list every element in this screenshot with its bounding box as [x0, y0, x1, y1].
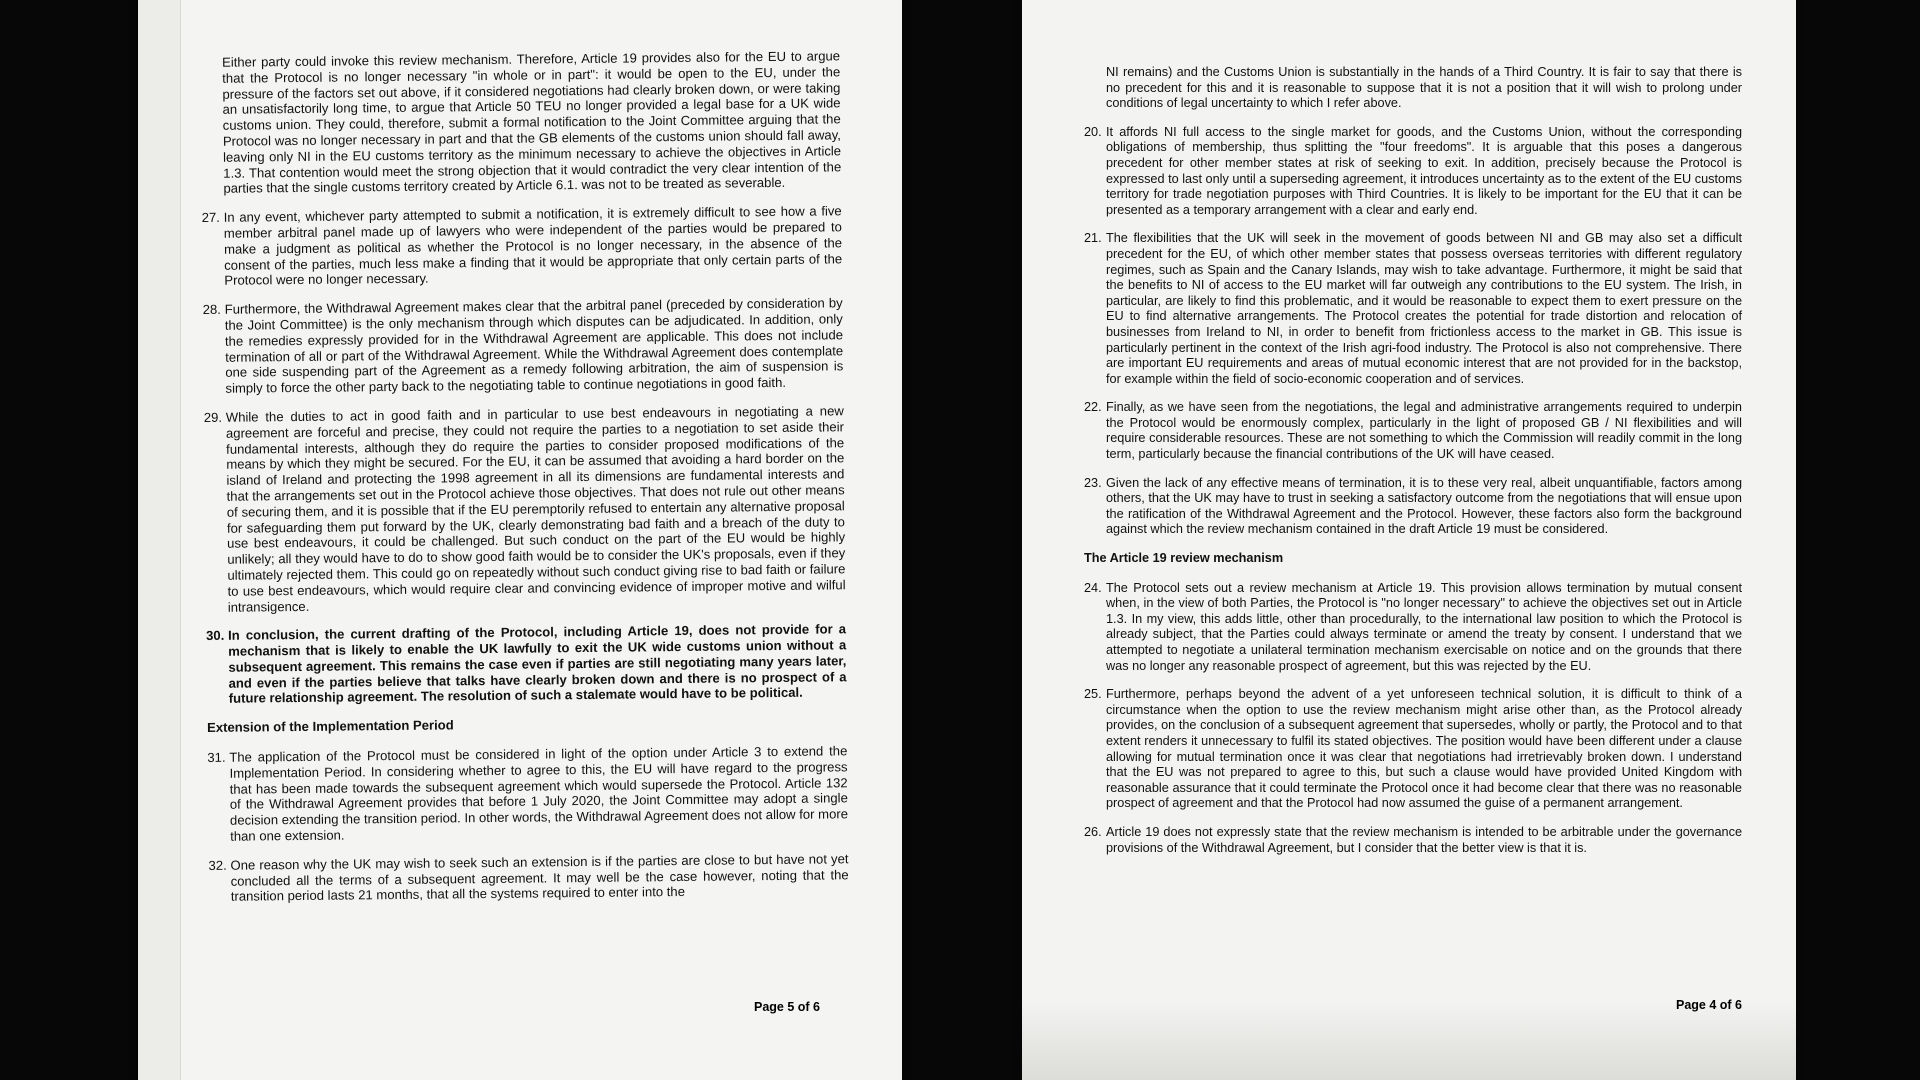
paragraph-number: 31. — [207, 749, 226, 766]
paragraph-number: 32. — [208, 857, 227, 873]
paragraph-text: One reason why the UK may wish to seek such an extension is if the parties are close to but have not yet concluded all the terms of a subsequent agreement. It may well be the case however, noting that the transition period lasts 21 months, that all the systems required to enter into the — [230, 851, 849, 905]
paragraph-number: 28. — [202, 301, 221, 318]
paragraph-23 — [1084, 476, 1742, 538]
paragraph-number: 27. — [201, 209, 220, 226]
page-shadow — [1022, 1000, 1796, 1080]
document-page-left — [138, 0, 902, 1080]
paragraph-text: Given the lack of any effective means of termination, it is to these very real, albeit unquantifiable, factors among others, that the UK may have to trust in seeking a satisfactory outcome from the negotiations that will ensue upon the ratification of the Withdrawal Agreement and the Protocol. However, these factors also form the background against which the review mechanism contained in the draft Article 19 must be considered. — [1106, 475, 1742, 537]
paragraph-31 — [207, 743, 848, 844]
page-number: Page 4 of 6 — [1676, 998, 1742, 1012]
paragraph-22 — [1084, 400, 1742, 462]
paragraph-text: The flexibilities that the UK will seek in the movement of goods between NI and GB may also set a difficult precedent for the EU, of which other member states that possess overseas territories with different regulatory regimes, such as Spain and the Canary Islands, may wish to take advantage. Furthermore, it might be said that the benefits to NI of access to the EU market will far outweigh any contributions to the EU system. The Irish, in particular, are likely to find this problematic, and it would be reasonable to expect them to exert pressure on the EU to find alternative arrangements. The Protocol creates the potential for trade distortion and relocation of businesses from Ireland to NI, in order to benefit from frictionless access to the market in GB. This issue is particularly pertinent in the context of the Irish agri-food industry. The Protocol is also not comprehensive. There are important EU requirements and areas of mutual economic interest that are not provided for in the backstop, for example within the field of socio-economic cooperation and of services. — [1106, 231, 1742, 386]
paragraph-number: 29. — [203, 409, 223, 425]
paragraph-text: In any event, whichever party attempted to submit a notification, it is extremely difficult to see how a five member arbitral panel made up of lawyers who were independent of the parties would be prepared to make a judgment as political as whether the Protocol is no longer necessary, in the absence of the consent of the parties, much less make a finding that it would be appropriate that only certain parts of the Protocol were no longer necessary. — [223, 203, 843, 289]
paragraph-29 — [204, 403, 846, 615]
paragraph-number: 26. — [1084, 824, 1102, 839]
document-page-right — [1022, 0, 1796, 1080]
paragraph-32 — [208, 851, 848, 905]
page-text — [1084, 65, 1742, 869]
paragraph-text: The Protocol sets out a review mechanism at Article 19. This provision allows termination by mutual consent when, in the view of both Parties, the Protocol is "no longer necessary" to achieve the objectives set out in Article 1.3. In my view, this adds little, other than procedurally, to the international law position to which the Protocol is already subject, that the Parties could always terminate or amend the treaty by consent. I understand that we attempted to negotiate a unilateral termination mechanism exercisable on notice and on the grounds that there was no longer any reasonable prospect of agreement, but this was rejected by the EU. — [1106, 580, 1742, 673]
paragraph-number: 22. — [1084, 400, 1102, 415]
paragraph-number: 23. — [1084, 475, 1102, 490]
paragraph-24 — [1084, 581, 1742, 675]
page-number: Page 5 of 6 — [754, 1000, 820, 1014]
paragraph-text: Furthermore, perhaps beyond the advent of a yet unforeseen technical solution, it is difficult to think of a circumstance when the option to use the review mechanism might arise other than, as the Protocol already provides, on the conclusion of a subsequent agreement that supersedes, wholly or partly, the Protocol and to that extent renders it unnecessary to fulfil its stated objectives. The position would have been different under a clause allowing for mutual termination once it was clear that negotiations had irretrievably broken down. I understand that the EU was not prepared to agree to this, but such a clause would have provided United Kingdom with reasonable assurance that it could terminate the Protocol once it had become clear that there was no reasonable prospect of agreement and that the Protocol had now assumed the guise of a permanent arrangement. — [1106, 687, 1742, 811]
paragraph-text: Article 19 does not expressly state that the review mechanism is intended to be arbitrable under the governance provisions of the Withdrawal Agreement, but I consider that the better view is that it is. — [1106, 824, 1742, 855]
paragraph-21 — [1084, 231, 1742, 387]
section-heading: The Article 19 review mechanism — [1084, 551, 1284, 566]
paragraph-text: While the duties to act in good faith and in particular to use best endeavours in negotiating a new agreement are forceful and precise, they could not require the parties to a negotiation to set aside their fundamental interests, although they do require the parties to consider proposed modifications of the means by which they might be secured. For the EU, it can be assumed that avoiding a hard border on the island of Ireland and protecting the 1998 agreement in all its dimensions are fundamental interests and that the arrangements set out in the Protocol achieve those objectives. That does not rule out other means of securing them, and it is possible that if the EU peremptorily refused to entertain any alternative proposal for safeguarding them put forward by the UK, clearly demonstrating bad faith and a breach of the duty to use best endeavours, it could be challenged. But such conduct on the part of the EU would be highly unlikely; all they would have to do to show good faith would be to consider the UK's proposals, even if they ultimately rejected them. This could go on repeatedly without such conduct giving rise to bad faith or failure to use best endeavours, which would require clear and convincing evidence of improper motive and wilful intransigence. — [225, 403, 846, 615]
paragraph-number: 25. — [1084, 687, 1102, 702]
page-binding-edge — [138, 0, 181, 1080]
page-text — [200, 48, 849, 918]
paragraph-26 — [1084, 825, 1742, 856]
intro-paragraph: Either party could invoke this review mechanism. Therefore, Article 19 provides also for the EU to argue that the Protocol is no longer necessary "in whole or in part": it would be open to the EU, under the pressure of the factors set out above, if it considered negotiations had clearly broken down, or were taking an unsatisfactorily long time, to argue that Article 50 TEU no longer provided a legal base for a UK wide customs union. They could, therefore, submit a formal notification to the Joint Committee arguing that the Protocol was no longer necessary in part and that the GB elements of the customs union should fall away, leaving only NI in the EU customs territory as the minimum necessary to achieve the objectives in Article 1.3. That contention would meet the strong objection that it would contradict the very clear intention of the parties that the single customs territory created by Article 6.1. was not to be treated as severable. — [221, 48, 842, 197]
paragraph-28 — [203, 295, 844, 396]
paragraph-27 — [202, 203, 843, 289]
paragraph-20 — [1084, 125, 1742, 219]
section-heading: Extension of the Implementation Period — [206, 717, 454, 736]
intro-paragraph: NI remains) and the Customs Union is substantially in the hands of a Third Country. It is fair to say that there is no precedent for this and it is reasonable to suppose that it is not a position that it will wish to prolong under conditions of legal uncertainty to which I refer above. — [1106, 65, 1742, 111]
paragraph-number: 30. — [206, 628, 225, 644]
paragraph-text: It affords NI full access to the single market for goods, and the Customs Union, without the corresponding obligations of membership, thus splitting the "four freedoms". It is arguable that this poses a dangerous precedent for other member states at risk of seeking to exit. In addition, precisely because the Protocol is expressed to last only until a superseding agreement, it introduces uncertainty as to the extent of the EU customs territory for trade negotiation purposes with Third Countries. It is likely to be important for the EU that it can be presented as a temporary arrangement with a clear and early end. — [1106, 124, 1742, 217]
paragraph-30 — [206, 622, 847, 708]
paragraph-text: Furthermore, the Withdrawal Agreement makes clear that the arbitral panel (preceded by consideration by the Joint Committee) is the only mechanism through which disputes can be adjudicated. In addition, only the remedies expressly provided for in the Withdrawal Agreement are applicable. This does not include termination of all or part of the Withdrawal Agreement. While the Withdrawal Agreement does contemplate one side suspending part of the Agreement as a remedy following arbitration, the aim of suspension is simply to force the other party back to the negotiating table to continue negotiations in good faith. — [224, 295, 844, 396]
paragraph-text: Finally, as we have seen from the negotiations, the legal and administrative arrangements required to underpin the Protocol would be enormously complex, particularly in the light of proposed GB / NI flexibilities and will require considerable resources. These are not something to which the Commission will readily commit in the long term, particularly because the financial contributions of the UK will have ceased. — [1106, 400, 1742, 462]
paragraph-25 — [1084, 687, 1742, 812]
paragraph-number: 24. — [1084, 580, 1102, 595]
paragraph-text: The application of the Protocol must be considered in light of the option under Article 3 to extend the Implementation Period. In considering whether to agree to this, the EU will have regard to the progress that has been made towards the subsequent agreement which would supersede the Protocol. Article 132 of the Withdrawal Agreement provides that before 1 July 2020, the Joint Committee may adopt a single decision extending the transition period. In other words, the Withdrawal Agreement does not allow for more than one extension. — [229, 743, 849, 844]
paragraph-text: In conclusion, the current drafting of the Protocol, including Article 19, does not provide for a mechanism that is likely to enable the UK lawfully to exit the UK wide customs union without a subsequent agreement. This remains the case even if parties are still negotiating many years later, and even if the parties believe that talks have clearly broken down and there is no prospect of a future relationship agreement. The resolution of such a stalemate would have to be political. — [228, 621, 847, 707]
paragraph-number: 20. — [1084, 124, 1102, 139]
paragraph-number: 21. — [1084, 231, 1102, 246]
